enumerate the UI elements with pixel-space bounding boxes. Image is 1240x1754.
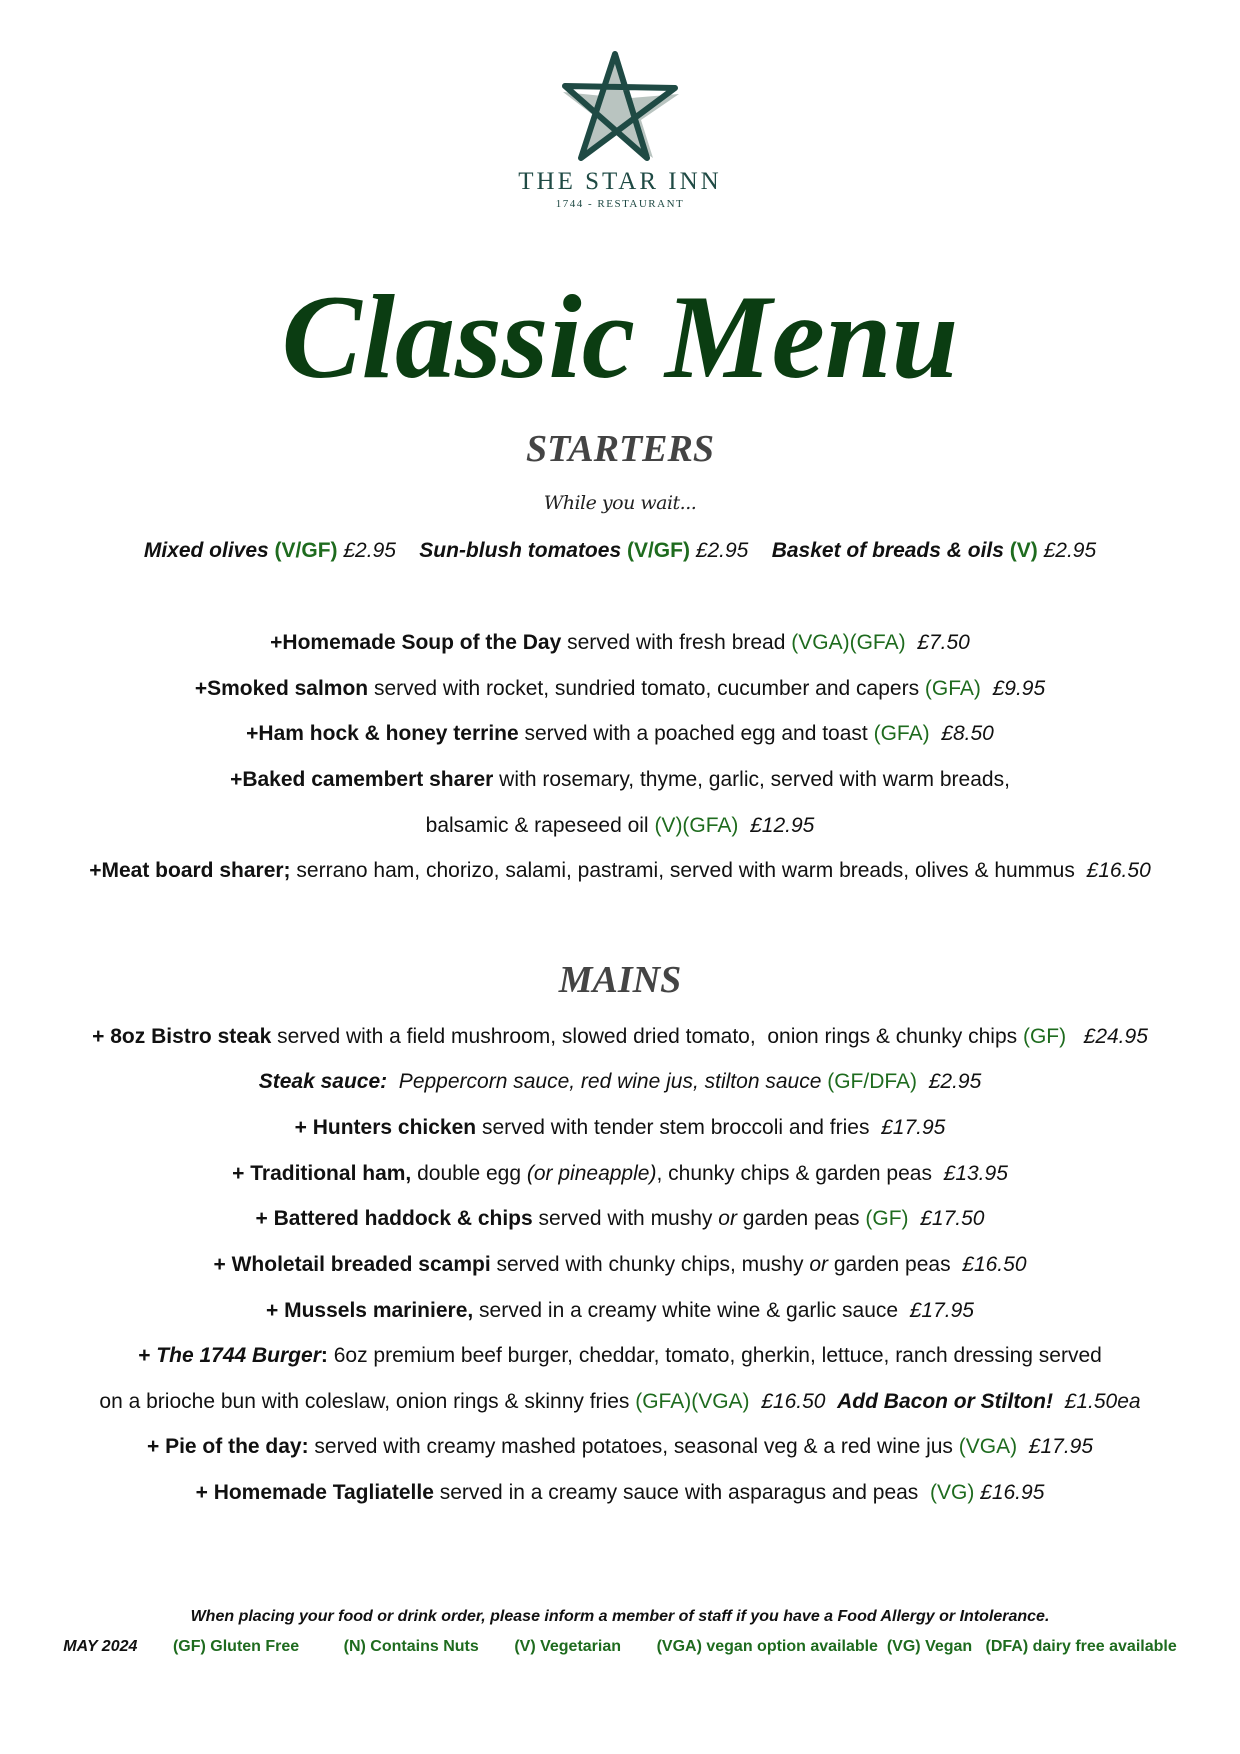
dietary-legend [0,1636,1240,1658]
logo-name: THE STAR INN [518,168,722,195]
diet-tag: (GF/DFA) [827,1070,918,1093]
price: £12.95 [738,814,815,837]
price: £16.50 [962,1253,1027,1276]
menu-text: : [320,1344,328,1367]
menu-text: served with a poached egg and toast [518,722,874,745]
menu-item [0,1479,1240,1507]
allergy-notice: When placing your food or drink order, please inform a member of staff if you have a Food Allergy or Intolerance. [190,1608,1050,1625]
menu-item [0,1342,1240,1370]
menu-text: + Mussels mariniere, [266,1299,474,1322]
diet-tag: (GF) Gluten Free (N) Contains Nuts (V) Vegetarian (VGA) vegan option available (VG) Vegan (DFA) dairy free available [137,1638,1177,1655]
menu-text: + Battered haddock & chips [255,1207,533,1230]
menu-text: + Pie of the day: [146,1435,309,1458]
menu-text: MAY 2024 [63,1638,138,1655]
price: £8.50 [929,722,994,745]
star-icon [557,50,683,162]
diet-tag: (GFA) [924,677,981,700]
price: £17.95 [1017,1435,1094,1458]
menu-item [0,629,1240,657]
price: £17.50 [908,1207,985,1230]
price: £17.95 [881,1116,946,1139]
menu-text: +Homemade Soup of the Day [270,631,562,654]
diet-tag: (GF) [1022,1025,1067,1048]
price: £16.50 [1086,859,1151,882]
price: £24.95 [1066,1025,1148,1048]
diet-tag: (GFA)(VGA) [635,1390,750,1413]
menu-item [0,1205,1240,1233]
menu-text: Basket of breads & oils [771,539,1010,562]
menu-text: + Wholetail breaded scampi [213,1253,491,1276]
menu-text: Sun-blush tomatoes [419,539,627,562]
diet-tag: (V) [1009,539,1038,562]
price: £1.50ea [1052,1390,1141,1413]
menu-text: served with a field mushroom, slowed dried tomato, onion rings & chunky chips [271,1025,1023,1048]
price: £2.95 [917,1070,982,1093]
menu-text: +Meat board sharer; [89,859,291,882]
menu-text: 6oz premium beef burger, cheddar, tomato, gherkin, lettuce, ranch dressing served [327,1344,1102,1367]
diet-tag: (GF) [865,1207,909,1230]
logo-subtitle: 1744 - RESTAURANT [555,198,685,210]
menu-item [0,1068,1240,1096]
price: £2.95 [689,539,772,562]
menu-text: double egg [411,1162,527,1185]
menu-text: garden peas [736,1207,866,1230]
menu-item [0,812,1240,840]
price: £17.95 [909,1299,974,1322]
menu-text: serrano ham, chorizo, salami, pastrami, served with warm breads, olives & hummus [290,859,1087,882]
menu-item [0,675,1240,703]
menu-item [0,766,1240,794]
menu-text: served in a creamy white wine & garlic sauce [473,1299,910,1322]
menu-text: balsamic & rapeseed oil [425,814,655,837]
menu-item [0,1023,1240,1051]
menu-item [0,1160,1240,1188]
menu-item [0,1388,1240,1416]
diet-tag: (V/GF) [626,539,690,562]
menu-text: , chunky chips & garden peas [656,1162,944,1185]
menu-text: garden peas [828,1253,963,1276]
menu-item [0,720,1240,748]
menu-text: + [138,1344,157,1367]
menu-text: + 8oz Bistro steak [92,1025,272,1048]
starters-subheading: While you wait... [543,492,697,514]
menu-text: or [809,1253,828,1276]
menu-item [0,1433,1240,1461]
price: £7.50 [905,631,970,654]
menu-text: or [718,1207,737,1230]
menu-text: +Baked camembert sharer [230,768,494,791]
menu-text: served with creamy mashed potatoes, seasonal veg & a red wine jus [308,1435,959,1458]
menu-text: Peppercorn sauce, red wine jus, stilton sauce [387,1070,828,1093]
menu-text: served with chunky chips, mushy [490,1253,810,1276]
menu-text: served with rocket, sundried tomato, cucumber and capers [368,677,925,700]
menu-text: Mixed olives [143,539,275,562]
page-title: Classic Menu [281,270,959,403]
menu-text: Steak sauce: [258,1070,388,1093]
menu-text: Add Bacon or Stilton! [837,1390,1053,1413]
menu-text: served in a creamy sauce with asparagus and peas [433,1481,930,1504]
price: £16.95 [974,1481,1045,1504]
diet-tag: (VGA)(GFA) [791,631,906,654]
nibbles-line [0,537,1240,565]
menu-text: The 1744 Burger [156,1344,321,1367]
diet-tag: (V)(GFA) [654,814,739,837]
menu-text: with rosemary, thyme, garlic, served with warm breads, [493,768,1010,791]
menu-item [0,1251,1240,1279]
menu-text: served with fresh bread [561,631,792,654]
menu-item [0,857,1240,885]
menu-text: + Homemade Tagliatelle [195,1481,434,1504]
diet-tag: (V/GF) [274,539,338,562]
price: £2.95 [1037,539,1097,562]
menu-text: served with mushy [532,1207,719,1230]
menu-text: +Ham hock & honey terrine [246,722,519,745]
diet-tag: (VGA) [958,1435,1018,1458]
diet-tag: (VG) [929,1481,975,1504]
price: £9.95 [980,677,1046,700]
price: £2.95 [337,539,420,562]
menu-text: served with tender stem broccoli and fries [476,1116,882,1139]
menu-text: + Traditional ham, [232,1162,412,1185]
starters-heading: STARTERS [526,428,714,470]
diet-tag: (GFA) [873,722,930,745]
menu-text: +Smoked salmon [194,677,369,700]
menu-text: on a brioche bun with coleslaw, onion rings & skinny fries [99,1390,636,1413]
price: £13.95 [943,1162,1008,1185]
mains-heading: MAINS [558,959,682,1001]
price: £16.50 [749,1390,838,1413]
menu-text: + Hunters chicken [294,1116,477,1139]
menu-item [0,1114,1240,1142]
menu-item [0,1297,1240,1325]
logo [505,50,735,215]
menu-text: (or pineapple) [526,1162,657,1185]
